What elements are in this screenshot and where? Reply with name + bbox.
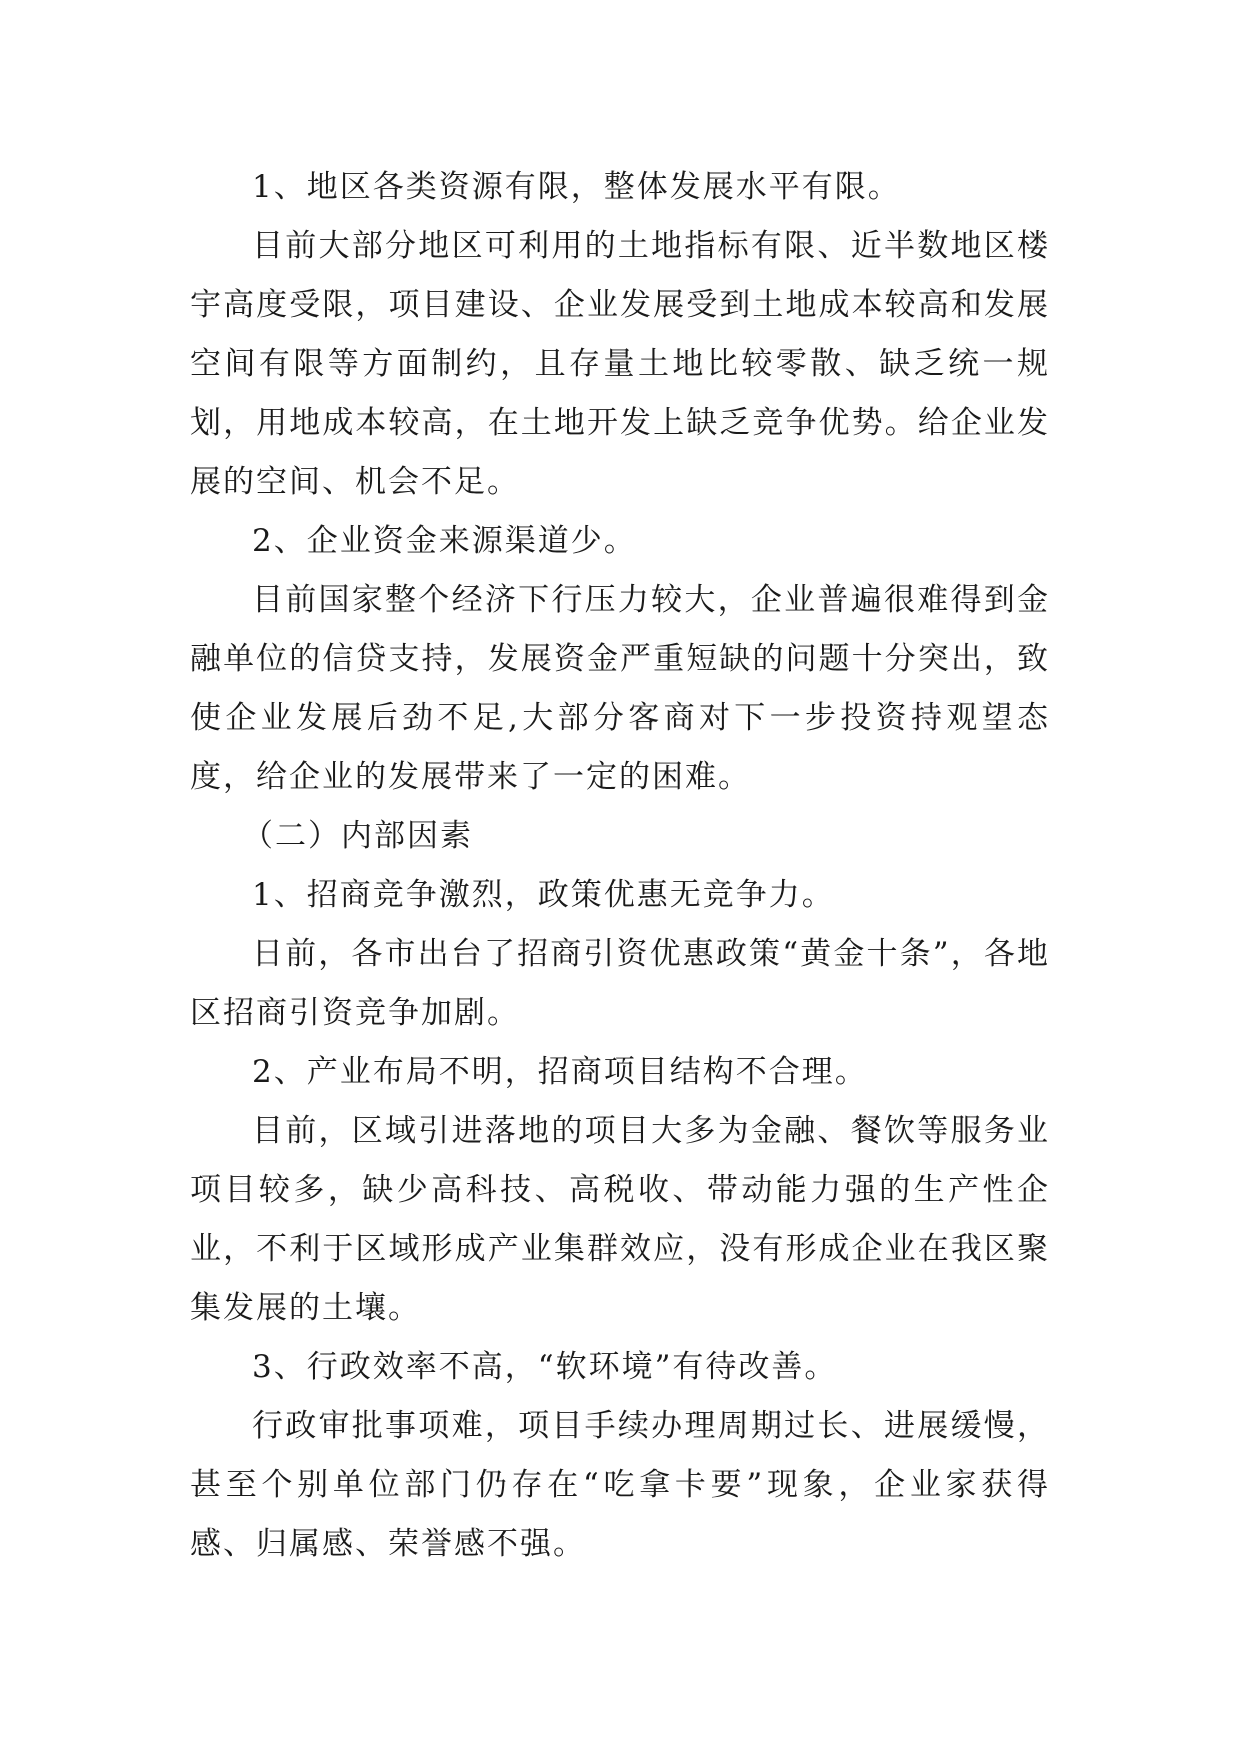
subheading-administrative-efficiency: 3、行政效率不高，“软环境”有待改善。 (252, 1349, 838, 1385)
paragraph-project-structure: 目前，区域引进落地的项目大多为金融、餐饮等服务业项目较多，缺少高科技、高税收、带动能力强的生产性企业，不利于区域形成产业集群效应，没有形成企业在我区聚集发展的土壤。 (190, 1113, 1050, 1326)
section-heading-internal-factors: （二）内部因素 (242, 818, 473, 854)
subheading-industry-layout: 2、产业布局不明，招商项目结构不合理。 (252, 1054, 868, 1090)
paragraph-policy-competition: 日前，各市出台了招商引资优惠政策“黄金十条”，各地区招商引资竞争加剧。 (190, 936, 1050, 1031)
paragraph-approval-issues: 行政审批事项难，项目手续办理周期过长、进展缓慢，甚至个别单位部门仍存在“吃拿卡要”现象，企业家获得感、归属感、荣誉感不强。 (190, 1408, 1050, 1562)
subheading-resources-limited: 1、地区各类资源有限，整体发展水平有限。 (252, 169, 901, 205)
paragraph-land-constraints: 目前大部分地区可利用的土地指标有限、近半数地区楼宇高度受限，项目建设、企业发展受到土地成本较高和发展空间有限等方面制约，且存量土地比较零散、缺乏统一规划，用地成本较高，在土地开发上缺乏竞争优势。给企业发展的空间、机会不足。 (190, 228, 1050, 500)
subheading-funding-channels: 2、企业资金来源渠道少。 (252, 523, 637, 559)
document-body (190, 158, 1050, 1574)
subheading-investment-competition: 1、招商竞争激烈，政策优惠无竞争力。 (252, 877, 835, 913)
paragraph-credit-shortage: 目前国家整个经济下行压力较大，企业普遍很难得到金融单位的信贷支持，发展资金严重短缺的问题十分突出，致使企业发展后劲不足,大部分客商对下一步投资持观望态度，给企业的发展带来了一定的困难。 (190, 582, 1050, 795)
